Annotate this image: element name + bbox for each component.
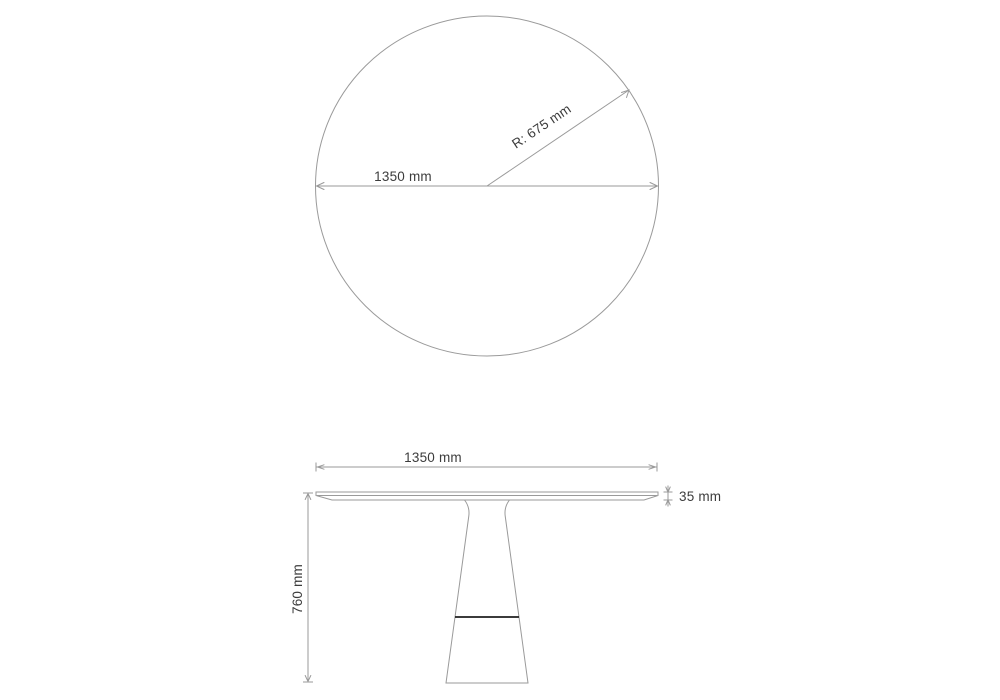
width-label: 1350 mm: [404, 450, 462, 465]
top-view: [316, 16, 659, 356]
pedestal-column: [446, 500, 528, 683]
thickness-label: 35 mm: [679, 489, 722, 504]
side-view: [290, 450, 721, 683]
radius-label: R: 675 mm: [509, 101, 574, 152]
diameter-label: 1350 mm: [374, 169, 432, 184]
height-label: 760 mm: [290, 564, 305, 614]
radius-dimension-line: [487, 90, 629, 186]
